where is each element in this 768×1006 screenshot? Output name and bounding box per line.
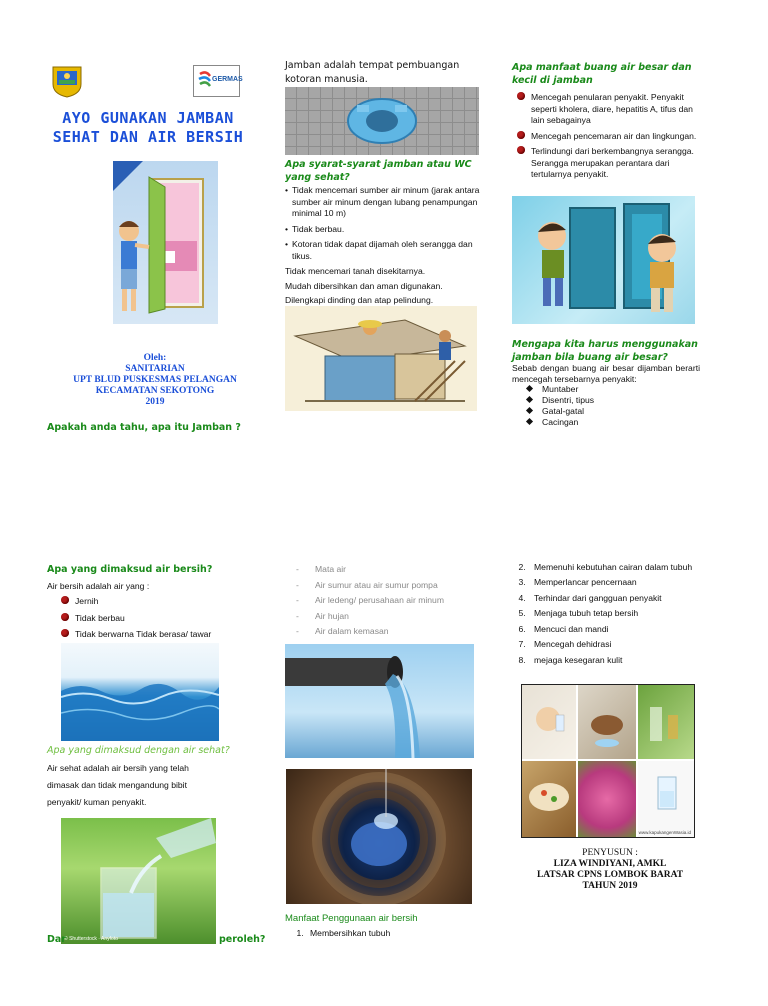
- penyusun-line2: LATSAR CPNS LOMBOK BARAT: [536, 870, 684, 880]
- water-benefit-item: 6. Mencuci dan mandi: [528, 624, 714, 636]
- diamond-bullet-icon: [526, 418, 533, 425]
- requirement-plain-1: Tidak mencemari tanah disekitarnya.: [285, 266, 426, 276]
- water-source-item: - Air dalam kemasan: [296, 626, 389, 636]
- red-bullet-icon: [61, 613, 69, 621]
- boy-opening-toilet-door-image: [113, 161, 218, 324]
- boys-using-wc-illustration: [512, 196, 695, 324]
- brochure-title-line1: AYO GUNAKAN JAMBAN: [62, 109, 234, 127]
- healthy-water-heading: Apa yang dimaksud dengan air sehat?: [47, 745, 230, 756]
- red-bullet-icon: [517, 146, 525, 154]
- disease-item: Gatal-gatal: [527, 406, 697, 417]
- water-source-heading-right: peroleh?: [219, 934, 266, 945]
- water-source-item: - Air ledeng/ perusahaan air minum: [296, 595, 444, 605]
- jamban-question: Apakah anda tahu, apa itu Jamban ?: [47, 422, 241, 433]
- benefit-item: Terlindungi dari berkembangnya serangga. Serangga merupakan perantara dari tertularnya penyakit.: [517, 146, 702, 181]
- glass-of-water-photo: [61, 818, 216, 944]
- penyusun-name: LIZA WINDIYANI, AMKL: [553, 859, 667, 869]
- disease-item: Muntaber: [527, 384, 697, 395]
- requirement-item: • Kotoran tidak dapat dijamah oleh serangga dan tikus.: [285, 239, 473, 261]
- pipe-water-photo: [285, 644, 474, 758]
- jamban-definition: Jamban adalah tempat pembuangan kotoran manusia.: [285, 60, 460, 85]
- penyusun-year: TAHUN 2019: [582, 881, 638, 891]
- author-oleh: Oleh:: [143, 353, 167, 363]
- benefit-item: Mencegah pencemaran air dan lingkungan.: [517, 131, 702, 143]
- toilet-construction-illustration: [285, 306, 477, 411]
- clean-water-item: Jernih: [61, 596, 261, 608]
- red-bullet-icon: [61, 629, 69, 637]
- water-benefit-item: 5. Menjaga tubuh tetap bersih: [528, 608, 714, 620]
- water-benefit-item: 7. Mencegah dehidrasi: [528, 639, 714, 651]
- jamban-benefits-list: [517, 92, 702, 185]
- germas-logo: [193, 65, 243, 97]
- water-source-item: - Mata air: [296, 564, 347, 574]
- author-block: [55, 353, 255, 408]
- squat-toilet-photo: [285, 87, 479, 155]
- clean-water-intro: Air bersih adalah air yang :: [47, 581, 150, 591]
- disease-list: [527, 384, 697, 428]
- requirement-item: • Tidak mencemari sumber air minum (jarak antara sumber air minum dengan lubang penampungan minimal 10 m): [285, 185, 480, 218]
- clean-water-heading: Apa yang dimaksud air bersih?: [47, 564, 213, 575]
- healthy-water-paragraph: Air sehat adalah air bersih yang telah dimasak dan tidak mengandung bibit penyakit/ kuman penyakit.: [47, 763, 189, 807]
- water-uses-collage: [521, 684, 695, 838]
- benefit-item: Mencegah penularan penyakit. Penyakit seperti kholera, diare, hepatitis A, tifus dan lain sebagainya: [517, 92, 702, 127]
- clean-water-list: [61, 596, 261, 645]
- water-benefits-list-continued: [512, 562, 714, 666]
- requirement-item: • Tidak berbau.: [285, 223, 345, 234]
- jamban-benefits-heading: Apa manfaat buang air besar dan kecil di jamban: [512, 62, 692, 86]
- red-bullet-icon: [517, 92, 525, 100]
- why-use-jamban-heading: Mengapa kita harus menggunakan jamban bila buang air besar?: [512, 339, 698, 363]
- water-wave-photo: [61, 643, 219, 741]
- author-line1: SANITARIAN: [125, 364, 185, 374]
- photo-credit: © Shutterstock · Anyfoto: [64, 936, 118, 942]
- district-logo: [50, 64, 84, 98]
- brochure-title-line2: SEHAT DAN AIR BERSIH: [52, 128, 244, 146]
- water-sources-list: [296, 562, 481, 640]
- author-line3: KECAMATAN SEKOTONG: [95, 386, 215, 396]
- penyusun-label: PENYUSUN :: [582, 848, 638, 858]
- disease-item: Cacingan: [527, 417, 697, 428]
- well-photo: [286, 769, 472, 904]
- author-line2: UPT BLUD PUSKESMAS PELANGAN: [73, 375, 237, 385]
- water-benefit-item: 1. Membersihkan tubuh: [306, 928, 496, 940]
- disease-item: Disentri, tipus: [527, 395, 697, 406]
- water-benefit-item: 4. Terhindar dari gangguan penyakit: [528, 593, 714, 605]
- requirement-plain-2: Mudah dibersihkan dan aman digunakan.: [285, 280, 443, 291]
- water-benefits-list-start: [285, 928, 496, 940]
- jamban-requirements-list: [285, 185, 480, 307]
- water-benefits-heading: Manfaat Penggunaan air bersih: [285, 913, 418, 924]
- collage-caption: www.kapukangenWasia.id: [638, 830, 691, 835]
- author-year: 2019: [145, 397, 165, 407]
- water-source-item: - Air hujan: [296, 610, 349, 621]
- diamond-bullet-icon: [526, 407, 533, 414]
- why-use-jamban-paragraph: Sebab dengan buang air besar dijamban berarti mencegah tersebarnya penyakit:: [512, 363, 700, 384]
- penyusun-block: [510, 848, 710, 892]
- diamond-bullet-icon: [526, 396, 533, 403]
- jamban-requirements-heading: Apa syarat-syarat jamban atau WC yang sehat?: [285, 159, 472, 183]
- red-bullet-icon: [517, 131, 525, 139]
- water-benefit-item: 8. mejaga kesegaran kulit: [528, 655, 714, 667]
- water-benefit-item: 2. Memenuhi kebutuhan cairan dalam tubuh: [528, 562, 714, 572]
- clean-water-item: Tidak berwarna Tidak berasa/ tawar: [61, 629, 261, 641]
- water-source-heading-left: Dar: [47, 934, 66, 945]
- requirement-plain-3: Dilengkapi dinding dan atap pelindung.: [285, 295, 434, 305]
- diamond-bullet-icon: [526, 385, 533, 392]
- water-benefit-item: 3. Memperlancar pencernaan: [528, 577, 714, 589]
- red-bullet-icon: [61, 596, 69, 604]
- brochure-title: [30, 109, 266, 147]
- germas-logo-text: GERMAS: [212, 76, 243, 83]
- clean-water-item: Tidak berbau: [61, 613, 261, 625]
- water-source-item: - Air sumur atau air sumur pompa: [296, 579, 438, 590]
